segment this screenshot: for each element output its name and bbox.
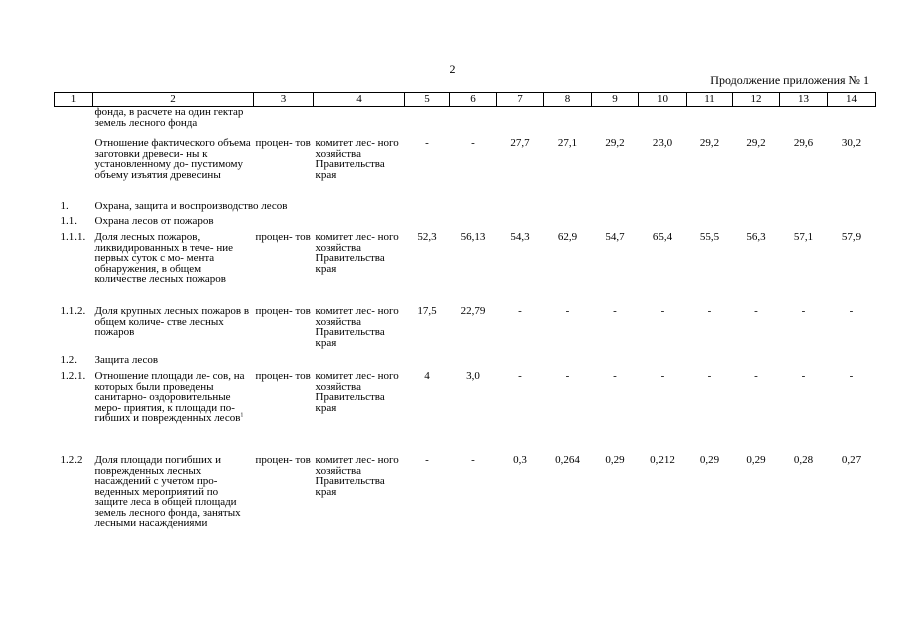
col-header-3: 3 <box>254 93 314 107</box>
section-code: 1.2. <box>60 354 77 366</box>
row-value: 56,3 <box>746 231 766 243</box>
table-row <box>55 371 876 455</box>
col-header-1: 1 <box>55 93 93 107</box>
row-value: 54,7 <box>605 231 625 243</box>
row-value: - <box>565 370 570 382</box>
row-value: - <box>801 305 806 317</box>
row-code: 1.1.1. <box>60 231 86 243</box>
row-value: 57,9 <box>841 231 862 243</box>
row-description: Доля лесных пожаров, ликвидированных в тече- ние первых суток с мо- мента обнаружения, в общем количестве лесных пожаров <box>94 231 233 285</box>
row-description: Отношение фактического объема заготовки древеси- ны к установленному до- пустимому объему изъятия древесины <box>94 137 251 181</box>
row-value: - <box>471 454 475 466</box>
row-value: - <box>849 370 854 382</box>
section-code: 1. <box>60 200 69 212</box>
section-row <box>55 201 876 216</box>
row-value: 55,5 <box>699 231 720 243</box>
row-value: - <box>754 305 758 317</box>
col-header-5: 5 <box>405 93 450 107</box>
row-value: - <box>707 370 712 382</box>
col-header-7: 7 <box>497 93 544 107</box>
carryover-text: фонда, в расчете на один гектар земель лесного фонда <box>94 106 244 129</box>
row-value: 0,29 <box>605 454 625 466</box>
row-value: 23,0 <box>652 137 673 149</box>
row-description-text: Отношение площади ле- сов, на которых были проведены санитарно- оздоровительные меро- приятия, к площади по- гибших и поврежденных лесов <box>94 370 245 424</box>
row-value: - <box>425 137 429 149</box>
page-number: 2 <box>449 62 456 76</box>
row-value: 29,2 <box>699 137 720 149</box>
row-value: 0,29 <box>699 454 720 466</box>
row-value: 57,1 <box>793 231 814 243</box>
row-authority: комитет лес- ного хозяйства Правительства края <box>315 305 399 349</box>
row-value: 0,212 <box>650 454 675 466</box>
row-value: 29,2 <box>746 137 766 149</box>
row-value: 0,27 <box>841 454 862 466</box>
table-row <box>55 138 876 201</box>
header-row <box>55 93 876 107</box>
indicators-table <box>54 92 876 555</box>
row-value: 0,264 <box>555 454 580 466</box>
row-value: 54,3 <box>510 231 530 243</box>
col-header-11: 11 <box>687 93 733 107</box>
section-title: Защита лесов <box>94 354 159 366</box>
row-value: 27,1 <box>557 137 578 149</box>
row-unit: процен- тов <box>255 137 311 149</box>
section-row <box>55 216 876 232</box>
row-value: - <box>754 370 758 382</box>
row-value: 65,4 <box>652 231 673 243</box>
row-description: Доля площади погибших и поврежденных лесных насаждений с учетом про- веденных мероприятий по защите леса в общей площади земель лесного фонда, занятых лесными насаждениями <box>94 454 241 529</box>
footnote-mark: 1 <box>240 412 244 419</box>
row-value: - <box>801 370 806 382</box>
col-header-4: 4 <box>314 93 405 107</box>
row-value: 62,9 <box>557 231 578 243</box>
row-value: 0,3 <box>513 454 527 466</box>
col-header-12: 12 <box>733 93 780 107</box>
continuation-label: Продолжение приложения № 1 <box>710 73 869 87</box>
col-header-10: 10 <box>639 93 687 107</box>
table-row <box>55 232 876 306</box>
col-header-8: 8 <box>544 93 592 107</box>
row-authority: комитет лес- ного хозяйства Правительства края <box>315 231 399 275</box>
section-row <box>55 355 876 371</box>
row-value: 29,2 <box>605 137 625 149</box>
row-code: 1.2.1. <box>60 370 86 382</box>
row-code: 1.2.2 <box>60 454 83 466</box>
row-unit: процен- тов <box>255 370 311 382</box>
row-code <box>55 138 93 201</box>
row-value: 4 <box>424 370 430 382</box>
table-row <box>55 306 876 355</box>
row-value: - <box>518 370 522 382</box>
row-authority: комитет лес- ного хозяйства Правительства края <box>315 370 399 414</box>
col-header-2: 2 <box>93 93 254 107</box>
row-value: - <box>613 305 617 317</box>
row-value: 56,13 <box>460 231 486 243</box>
section-title: Охрана, защита и воспроизводство лесов <box>94 200 288 212</box>
row-value: 29,6 <box>793 137 814 149</box>
row-authority: комитет лес- ного хозяйства Правительства края <box>315 137 399 181</box>
row-value: 0,28 <box>793 454 814 466</box>
row-value: 22,79 <box>460 305 486 317</box>
table-row-carryover <box>55 107 876 139</box>
row-unit: процен- тов <box>255 231 311 243</box>
row-value: - <box>707 305 712 317</box>
col-header-14: 14 <box>828 93 876 107</box>
row-value: 17,5 <box>417 305 437 317</box>
row-code: 1.1.2. <box>60 305 86 317</box>
row-unit: процен- тов <box>255 454 311 466</box>
col-header-13: 13 <box>780 93 828 107</box>
row-value: - <box>518 305 522 317</box>
row-value: - <box>565 305 570 317</box>
row-value: - <box>613 370 617 382</box>
row-value: 3,0 <box>466 370 480 382</box>
row-description <box>93 371 254 455</box>
row-description: Доля крупных лесных пожаров в общем количе- стве лесных пожаров <box>94 305 250 338</box>
row-value: 0,29 <box>746 454 766 466</box>
row-unit: процен- тов <box>255 305 311 317</box>
row-authority: комитет лес- ного хозяйства Правительства края <box>315 454 399 498</box>
section-title: Охрана лесов от пожаров <box>94 215 214 227</box>
row-value: 30,2 <box>841 137 862 149</box>
row-value: - <box>660 305 665 317</box>
row-value: 52,3 <box>417 231 437 243</box>
row-value: - <box>849 305 854 317</box>
col-header-9: 9 <box>592 93 639 107</box>
section-code: 1.1. <box>60 215 77 227</box>
row-value: - <box>471 137 475 149</box>
row-value: 27,7 <box>510 137 530 149</box>
row-value: - <box>660 370 665 382</box>
col-header-6: 6 <box>450 93 497 107</box>
table-row <box>55 455 876 555</box>
row-value: - <box>425 454 429 466</box>
